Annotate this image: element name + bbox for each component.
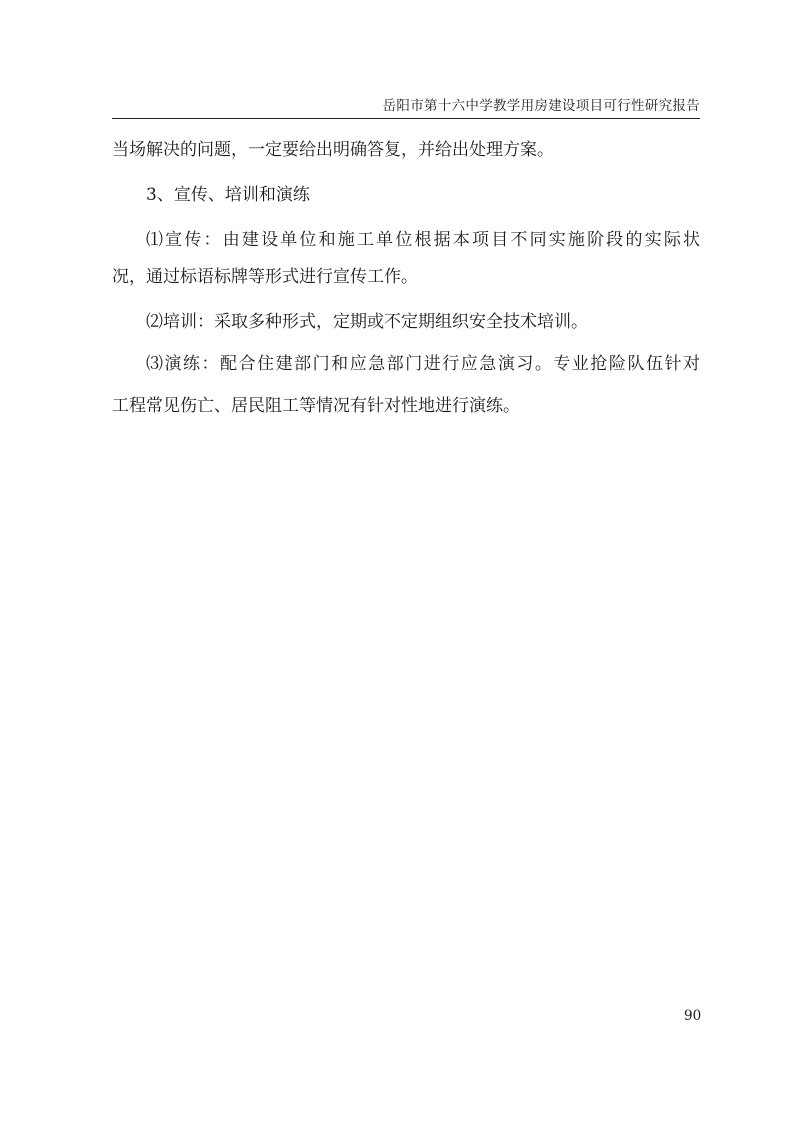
page-header (112, 92, 700, 119)
body-line-4: 况，通过标语标牌等形式进行宣传工作。 (112, 267, 418, 287)
body-line-6: ⑶演练：配合住建部门和应急部门进行应急演习。专业抢险队伍针对 (146, 354, 700, 374)
body-line-7: 工程常见伤亡、居民阻工等情况有针对性地进行演练。 (112, 396, 520, 416)
section-heading: 3、宣传、培训和演练 (146, 185, 310, 205)
body-line-5: ⑵培训：采取多种形式，定期或不定期组织安全技术培训。 (146, 312, 588, 332)
body-line-1: 当场解决的问题，一定要给出明确答复，并给出处理方案。 (112, 140, 554, 160)
page-number: 90 (684, 1008, 702, 1024)
body-line-3: ⑴宣传：由建设单位和施工单位根据本项目不同实施阶段的实际状 (146, 230, 700, 250)
header-title: 岳阳市第十六中学教学用房建设项目可行性研究报告 (382, 98, 700, 114)
